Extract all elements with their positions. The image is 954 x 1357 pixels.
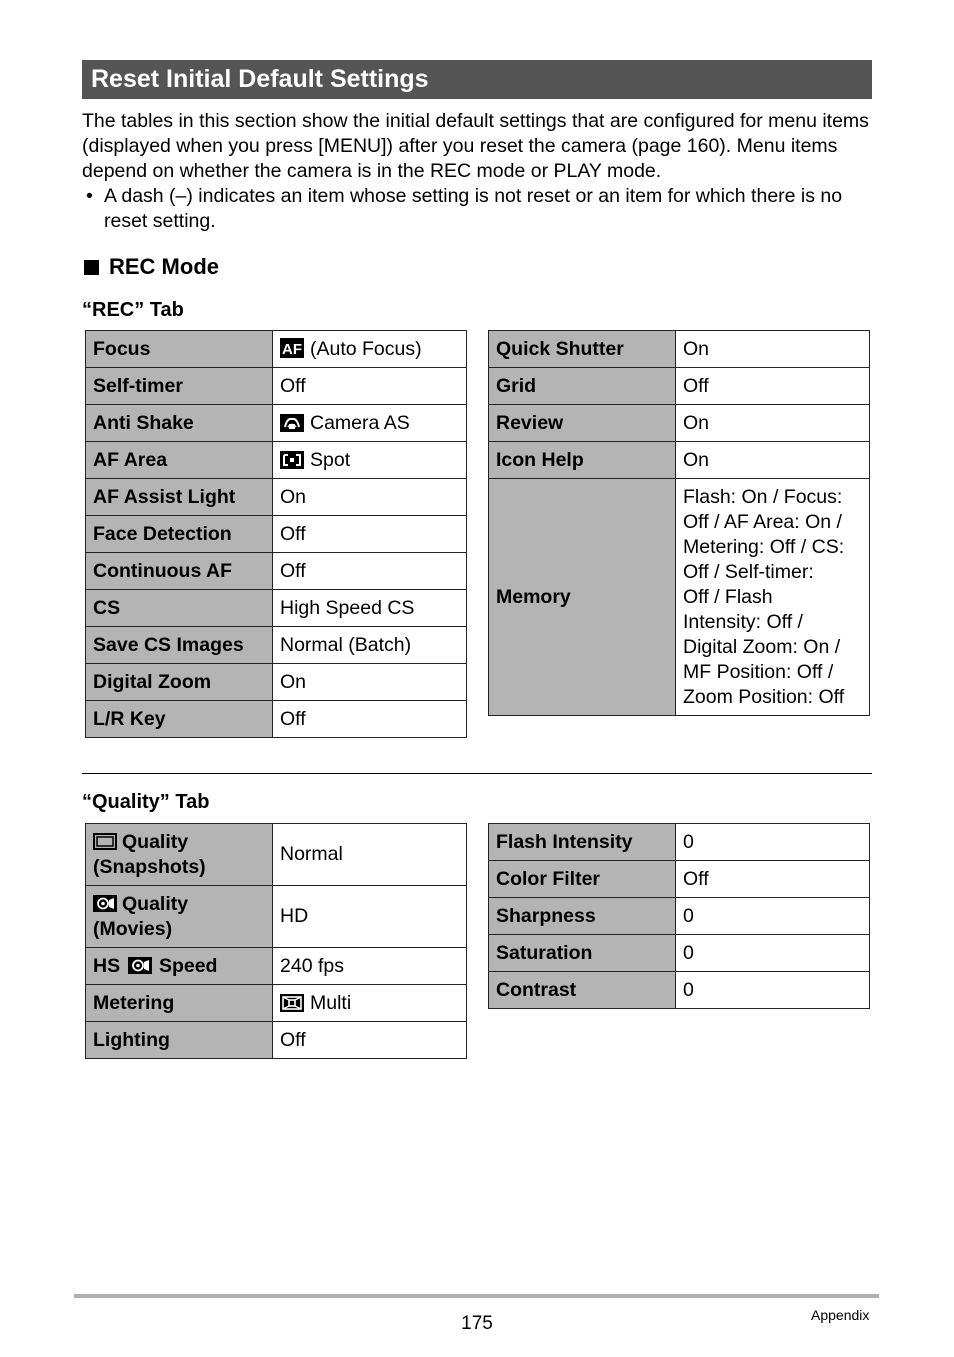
setting-value: High Speed CS — [273, 590, 467, 627]
intro-text — [82, 109, 882, 234]
setting-name: Color Filter — [489, 861, 676, 898]
setting-value: Normal — [273, 824, 467, 886]
setting-value: Off — [273, 516, 467, 553]
memory-line: Intensity: Off / — [683, 610, 803, 633]
setting-value: On — [676, 405, 870, 442]
setting-name — [86, 886, 273, 948]
af-icon — [280, 338, 304, 358]
table-row — [86, 701, 467, 738]
setting-value: On — [273, 479, 467, 516]
setting-value: Off — [273, 701, 467, 738]
setting-name: Review — [489, 405, 676, 442]
table-row — [489, 479, 870, 716]
setting-value: Off — [676, 368, 870, 405]
setting-value — [273, 405, 467, 442]
section-heading-text: REC Mode — [109, 254, 219, 279]
setting-name — [86, 948, 273, 985]
table-row — [86, 948, 467, 985]
setting-name: Quick Shutter — [489, 331, 676, 368]
setting-name: Continuous AF — [86, 553, 273, 590]
setting-value: Normal (Batch) — [273, 627, 467, 664]
table-row — [489, 824, 870, 861]
setting-name: Lighting — [86, 1022, 273, 1059]
setting-name: Memory — [489, 479, 676, 716]
quality-tab-title: “Quality” Tab — [82, 791, 210, 813]
setting-name-text: Quality — [122, 830, 189, 853]
table-row — [489, 368, 870, 405]
setting-value: Off — [273, 368, 467, 405]
page-title: Reset Initial Default Settings — [82, 60, 872, 99]
setting-value — [273, 442, 467, 479]
camera-as-icon — [280, 414, 304, 432]
table-row — [86, 985, 467, 1022]
spot-icon — [280, 451, 304, 469]
rec-tab-right-table — [488, 330, 870, 716]
setting-value — [273, 985, 467, 1022]
setting-value: On — [273, 664, 467, 701]
setting-name: Focus — [86, 331, 273, 368]
table-row — [86, 553, 467, 590]
quality-tab-right-table — [488, 823, 870, 1009]
footer-rule — [74, 1294, 879, 1298]
memory-line: Zoom Position: Off — [683, 685, 845, 708]
setting-name: Grid — [489, 368, 676, 405]
setting-value-text: Multi — [310, 991, 352, 1014]
setting-value: Off — [676, 861, 870, 898]
memory-line: MF Position: Off / — [683, 660, 834, 683]
setting-name — [86, 824, 273, 886]
setting-name: AF Area — [86, 442, 273, 479]
movie-icon — [93, 895, 117, 912]
setting-name-text: Quality — [122, 892, 189, 915]
setting-value-text: (Auto Focus) — [310, 337, 422, 360]
table-row — [86, 405, 467, 442]
table-row — [86, 442, 467, 479]
setting-name: Icon Help — [489, 442, 676, 479]
table-row — [86, 824, 467, 886]
svg-text:AF: AF — [282, 340, 302, 358]
rec-tab-title: “REC” Tab — [82, 299, 184, 321]
setting-name: Face Detection — [86, 516, 273, 553]
setting-name-text: (Snapshots) — [93, 855, 206, 878]
table-row — [489, 972, 870, 1009]
intro-paragraph: The tables in this section show the initial default settings that are configured for menu items (displayed when you press [MENU]) after you reset the camera (page 160). Menu items depend on whether the camera is in the REC mode or PLAY mode. — [82, 110, 869, 182]
table-row — [86, 590, 467, 627]
table-row — [86, 1022, 467, 1059]
setting-name: L/R Key — [86, 701, 273, 738]
setting-value: 0 — [676, 935, 870, 972]
multi-metering-icon — [280, 994, 304, 1012]
table-row — [86, 627, 467, 664]
setting-name: Saturation — [489, 935, 676, 972]
setting-name: CS — [86, 590, 273, 627]
setting-value — [676, 479, 870, 716]
section-divider — [82, 773, 872, 774]
quality-tab-left-table — [85, 823, 467, 1059]
setting-value: Off — [273, 1022, 467, 1059]
memory-line: Off / Flash — [683, 585, 773, 608]
table-row — [86, 516, 467, 553]
memory-line: Metering: Off / CS: — [683, 535, 845, 558]
memory-line: Off / Self-timer: — [683, 560, 814, 583]
setting-value: 0 — [676, 898, 870, 935]
setting-value: 0 — [676, 972, 870, 1009]
setting-name-text: (Movies) — [93, 917, 173, 940]
bullet-mark: • — [86, 185, 93, 207]
table-row — [489, 935, 870, 972]
memory-line: Off / AF Area: On / — [683, 510, 842, 533]
table-row — [489, 442, 870, 479]
table-row — [489, 405, 870, 442]
setting-name: AF Assist Light — [86, 479, 273, 516]
memory-line: Digital Zoom: On / — [683, 635, 841, 658]
memory-line: Flash: On / Focus: — [683, 485, 843, 508]
table-row — [86, 331, 467, 368]
setting-value-text: Camera AS — [310, 411, 410, 434]
setting-value: 240 fps — [273, 948, 467, 985]
table-row — [489, 898, 870, 935]
table-row — [86, 886, 467, 948]
setting-value: On — [676, 442, 870, 479]
setting-value — [273, 331, 467, 368]
setting-name: Anti Shake — [86, 405, 273, 442]
table-row — [86, 368, 467, 405]
section-heading — [82, 254, 219, 280]
table-row — [86, 479, 467, 516]
table-row — [489, 331, 870, 368]
setting-value-text: Spot — [310, 448, 351, 471]
setting-name: Contrast — [489, 972, 676, 1009]
table-row — [489, 861, 870, 898]
setting-value: 0 — [676, 824, 870, 861]
footer-section-label: Appendix — [811, 1307, 870, 1323]
setting-value: On — [676, 331, 870, 368]
intro-bullet — [82, 184, 882, 234]
page-number: 175 — [461, 1313, 493, 1334]
setting-name: Flash Intensity — [489, 824, 676, 861]
setting-name-text: HS — [93, 954, 121, 977]
square-bullet-icon — [84, 260, 99, 275]
setting-value: Off — [273, 553, 467, 590]
setting-name: Digital Zoom — [86, 664, 273, 701]
setting-name-text: Speed — [158, 954, 218, 977]
bullet-text: A dash (–) indicates an item whose setting is not reset or an item for which there is no reset setting. — [104, 185, 843, 232]
snapshot-icon — [93, 833, 117, 850]
setting-value: HD — [273, 886, 467, 948]
setting-name: Sharpness — [489, 898, 676, 935]
setting-name: Self-timer — [86, 368, 273, 405]
movie-icon — [128, 957, 152, 974]
setting-name: Save CS Images — [86, 627, 273, 664]
setting-name: Metering — [86, 985, 273, 1022]
rec-tab-left-table — [85, 330, 467, 738]
table-row — [86, 664, 467, 701]
